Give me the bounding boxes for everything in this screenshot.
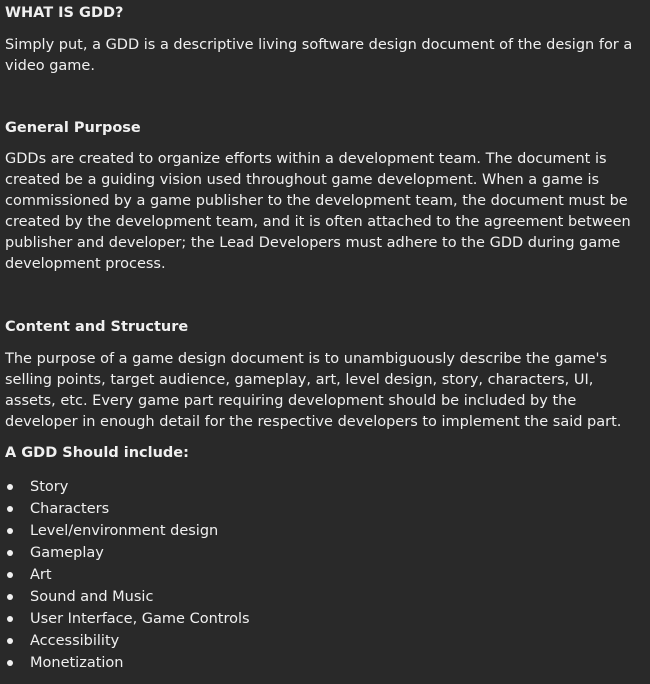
include-list xyxy=(5,476,250,674)
bullet-icon xyxy=(7,550,13,556)
bullet-icon xyxy=(7,506,13,512)
bullet-icon xyxy=(7,528,13,534)
heading-general-purpose: General Purpose xyxy=(5,120,141,136)
list-item-label: Characters xyxy=(30,501,110,517)
list-item xyxy=(5,542,250,564)
list-item xyxy=(5,586,250,608)
bullet-icon xyxy=(7,594,13,600)
paragraph-content-structure: The purpose of a game design document is to unambiguously describe the game's selling points, target audience, gameplay, art, level design, story, characters, UI, assets, etc. Every game part requiring development should be included by the developer in enough detail for the respective developers to implement the said part. xyxy=(5,351,622,430)
heading-content-structure: Content and Structure xyxy=(5,319,189,335)
bullet-icon xyxy=(7,616,13,622)
list-item xyxy=(5,652,250,674)
bullet-icon xyxy=(7,660,13,666)
list-item-label: Level/environment design xyxy=(30,523,219,539)
bullet-icon xyxy=(7,638,13,644)
bullet-icon xyxy=(7,572,13,578)
list-item-label: Art xyxy=(30,567,52,583)
paragraph-what-is-gdd: Simply put, a GDD is a descriptive living software design document of the design for a video game. xyxy=(5,37,633,74)
list-item xyxy=(5,520,250,542)
bullet-icon xyxy=(7,484,13,490)
list-item xyxy=(5,630,250,652)
list-item-label: Accessibility xyxy=(30,633,120,649)
list-item xyxy=(5,564,250,586)
list-item-label: Gameplay xyxy=(30,545,104,561)
paragraph-general-purpose: GDDs are created to organize efforts within a development team. The document is created be a guiding vision used throughout game development. When a game is commissioned by a game publisher to the development team, the document must be created by the development team, and it is often attached to the agreement between publisher and developer; the Lead Developers must adhere to the GDD during game development process. xyxy=(5,151,631,272)
list-item-label: Sound and Music xyxy=(30,589,154,605)
list-item-label: Story xyxy=(30,479,69,495)
heading-gdd-include: A GDD Should include: xyxy=(5,445,189,461)
list-item-label: User Interface, Game Controls xyxy=(30,611,250,627)
list-item xyxy=(5,498,250,520)
list-item xyxy=(5,608,250,630)
list-item-label: Monetization xyxy=(30,655,124,671)
list-item xyxy=(5,476,250,498)
heading-what-is-gdd: WHAT IS GDD? xyxy=(5,5,124,21)
